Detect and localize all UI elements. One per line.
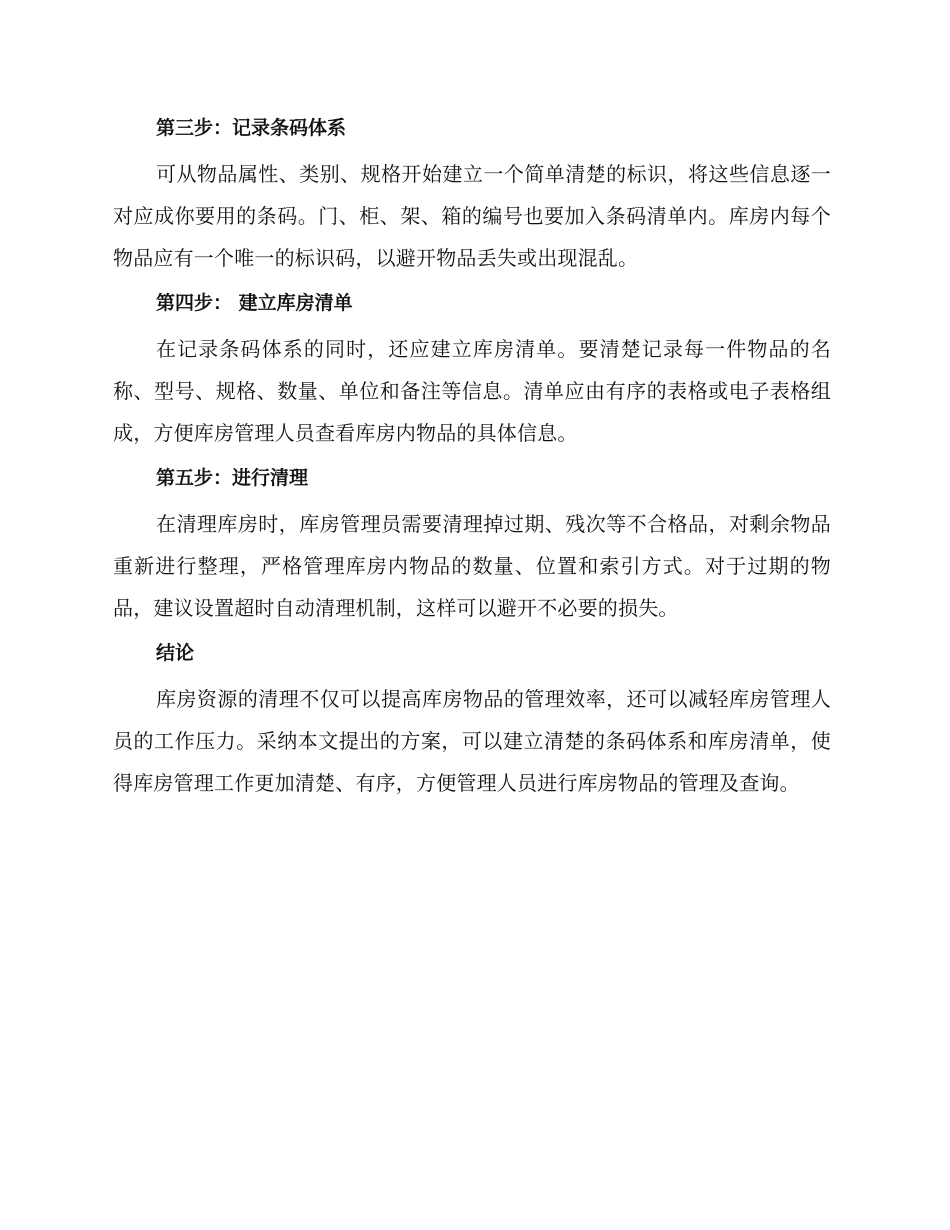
section-paragraph: 在清理库房时，库房管理员需要清理掉过期、残次等不合格品，对剩余物品重新进行整理，严格管理库房内物品的数量、位置和索引方式。对于过期的物品，建议设置超时自动清理机制，这样可以避开不必要的损失。 bbox=[113, 512, 831, 620]
section-step-three bbox=[113, 108, 831, 279]
section-step-four bbox=[113, 283, 831, 454]
section-heading: 第五步：进行清理 bbox=[156, 467, 309, 489]
document-page bbox=[113, 108, 831, 808]
section-paragraph: 可从物品属性、类别、规格开始建立一个简单清楚的标识，将这些信息逐一对应成你要用的条码。门、柜、架、箱的编号也要加入条码清单内。库房内每个物品应有一个唯一的标识码，以避开物品丢失或出现混乱。 bbox=[113, 162, 831, 270]
section-paragraph: 在记录条码体系的同时，还应建立库房清单。要清楚记录每一件物品的名称、型号、规格、数量、单位和备注等信息。清单应由有序的表格或电子表格组成，方便库房管理人员查看库房内物品的具体信息。 bbox=[113, 337, 831, 445]
section-heading: 结论 bbox=[156, 642, 195, 664]
section-step-five bbox=[113, 458, 831, 629]
section-heading: 第四步： 建立库房清单 bbox=[156, 292, 353, 314]
section-conclusion bbox=[113, 633, 831, 804]
section-paragraph: 库房资源的清理不仅可以提高库房物品的管理效率，还可以减轻库房管理人员的工作压力。采纳本文提出的方案，可以建立清楚的条码体系和库房清单，使得库房管理工作更加清楚、有序，方便管理人员进行库房物品的管理及查询。 bbox=[113, 687, 831, 795]
section-heading: 第三步：记录条码体系 bbox=[156, 117, 347, 139]
